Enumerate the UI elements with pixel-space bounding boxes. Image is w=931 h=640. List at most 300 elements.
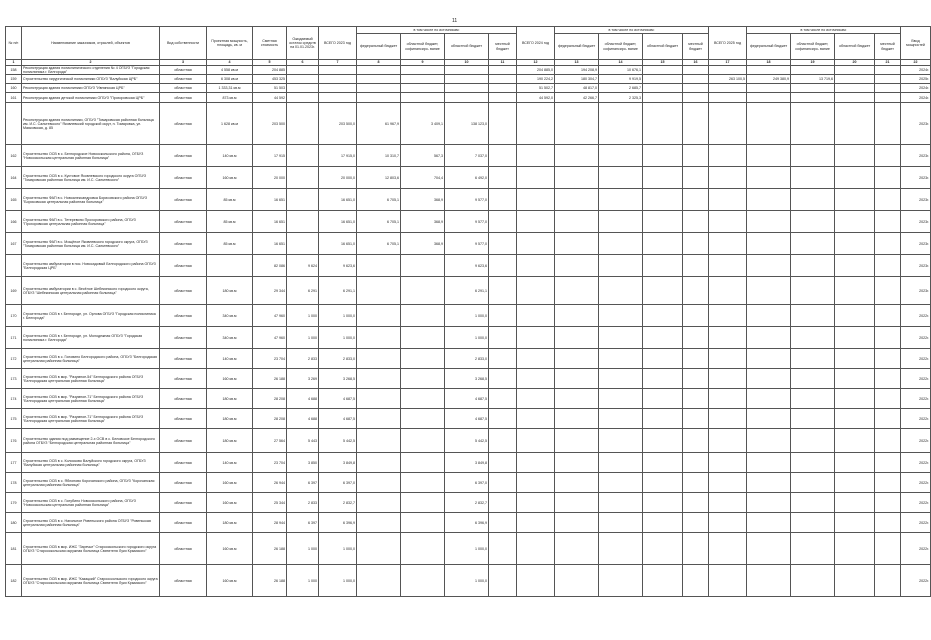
estimate-cell: 26 944 (253, 473, 287, 493)
ownership-cell: областная (160, 429, 207, 453)
capacity-cell: 180 кв.м (207, 513, 253, 533)
regional-2024-cell (643, 75, 683, 84)
header-including-2023: в том числе по источникам: (357, 27, 517, 34)
commission-year-cell: 2022г. (901, 453, 931, 473)
regional-2025-cell (835, 533, 875, 565)
regional-cofin-2024-cell (599, 389, 643, 409)
regional-2025-cell (835, 513, 875, 533)
total-2023-cell: 20 000,0 (319, 167, 357, 189)
federal-2024-cell (555, 349, 599, 369)
federal-2025-cell (747, 305, 791, 327)
total-2023-cell: 2 833,0 (319, 349, 357, 369)
object-name-cell: Строительство ОСВ в мкр. ИЖС "Казацкий" Старооскольского городского округа ОГБУЗ "Старооскольская окружная больница Святителя Луки Крымского" (22, 565, 160, 597)
federal-2025-cell (747, 255, 791, 277)
regional-2024-cell (643, 473, 683, 493)
federal-2025-cell (747, 513, 791, 533)
federal-2023-cell: 12 803,6 (357, 167, 401, 189)
federal-2023-cell (357, 305, 401, 327)
regional-cofin-2023-cell (401, 75, 445, 84)
regional-cofin-2024-cell (599, 349, 643, 369)
remaining-cell (287, 103, 319, 145)
total-2023-cell: 9 623,6 (319, 255, 357, 277)
local-2023-cell (489, 93, 517, 103)
ownership-cell: областная (160, 84, 207, 93)
total-2024-cell: 204 885,0 (517, 66, 555, 75)
total-2024-cell (517, 513, 555, 533)
total-2024-cell: 44 592,0 (517, 93, 555, 103)
regional-2023-cell: 1 000,0 (445, 327, 489, 349)
commission-year-cell: 2023г. (901, 255, 931, 277)
regional-cofin-2024-cell (599, 533, 643, 565)
object-name-cell: Строительство ОСВ в мкр. "Разумное-54" Белгородского района ОГБУЗ "Белгородская центральная районная больница" (22, 369, 160, 389)
table-row (6, 277, 931, 305)
estimate-cell: 28 944 (253, 513, 287, 533)
table-body (6, 66, 931, 597)
estimate-cell: 29 344 (253, 277, 287, 305)
total-2025-cell (709, 565, 747, 597)
regional-2024-cell (643, 369, 683, 389)
federal-2025-cell (747, 429, 791, 453)
federal-2025-cell (747, 493, 791, 513)
table-row (6, 473, 931, 493)
regional-2023-cell: 2 832,7 (445, 493, 489, 513)
commission-year-cell: 2022г. (901, 305, 931, 327)
remaining-cell: 2 833 (287, 349, 319, 369)
capacity-cell: 140 кв.м (207, 453, 253, 473)
federal-2025-cell (747, 473, 791, 493)
regional-cofin-2023-cell (401, 565, 445, 597)
regional-2024-cell (643, 189, 683, 211)
regional-cofin-2025-cell (791, 66, 835, 75)
regional-2024-cell (643, 103, 683, 145)
local-2024-cell (683, 277, 709, 305)
local-2025-cell (875, 349, 901, 369)
regional-cofin-2025-cell (791, 233, 835, 255)
commission-year-cell: 2023г. (901, 233, 931, 255)
local-2024-cell (683, 429, 709, 453)
header-federal-2025: федеральный бюджет (747, 34, 791, 60)
table-row (6, 84, 931, 93)
remaining-cell (287, 145, 319, 167)
federal-2023-cell (357, 429, 401, 453)
remaining-cell: 6 397 (287, 513, 319, 533)
capacity-cell: 140 кв.м (207, 349, 253, 369)
row-number-cell: 182 (6, 565, 22, 597)
regional-2025-cell (835, 369, 875, 389)
regional-2023-cell: 6 291,1 (445, 277, 489, 305)
remaining-cell: 3 850 (287, 453, 319, 473)
header-name: Наименование заказчиков, отраслей, объектов (22, 27, 160, 60)
regional-cofin-2024-cell (599, 167, 643, 189)
table-row (6, 369, 931, 389)
commission-year-cell: 2024г. (901, 84, 931, 93)
estimate-cell: 23 704 (253, 453, 287, 473)
capacity-cell: 180 кв.м (207, 429, 253, 453)
local-2023-cell (489, 145, 517, 167)
federal-2025-cell (747, 189, 791, 211)
regional-2023-cell (445, 93, 489, 103)
local-2025-cell (875, 66, 901, 75)
remaining-cell: 2 833 (287, 493, 319, 513)
page-number: 11 (452, 18, 458, 24)
federal-2023-cell (357, 473, 401, 493)
table-row (6, 533, 931, 565)
federal-2024-cell (555, 103, 599, 145)
federal-2025-cell (747, 369, 791, 389)
column-index-cell: 12 (517, 60, 555, 66)
regional-2023-cell: 2 833,0 (445, 349, 489, 369)
capacity-cell: 85 кв.м (207, 233, 253, 255)
commission-year-cell: 2022г. (901, 429, 931, 453)
local-2024-cell (683, 75, 709, 84)
table-row (6, 93, 931, 103)
column-index-cell: 20 (835, 60, 875, 66)
ownership-cell: областная (160, 66, 207, 75)
total-2024-cell (517, 277, 555, 305)
local-2023-cell (489, 211, 517, 233)
regional-2025-cell (835, 66, 875, 75)
capacity-cell: 160 кв.м (207, 493, 253, 513)
estimate-cell: 453 325 (253, 75, 287, 84)
table-row (6, 233, 931, 255)
ownership-cell: областная (160, 103, 207, 145)
regional-2023-cell: 1 000,0 (445, 533, 489, 565)
local-2023-cell (489, 473, 517, 493)
federal-2025-cell (747, 167, 791, 189)
capacity-cell: 140 кв.м (207, 145, 253, 167)
total-2023-cell: 6 291,1 (319, 277, 357, 305)
federal-2024-cell (555, 409, 599, 429)
remaining-cell: 5 443 (287, 429, 319, 453)
regional-2023-cell: 3 268,5 (445, 369, 489, 389)
total-2024-cell (517, 493, 555, 513)
regional-cofin-2025-cell (791, 533, 835, 565)
federal-2025-cell (747, 233, 791, 255)
table-row (6, 211, 931, 233)
local-2025-cell (875, 565, 901, 597)
regional-2025-cell (835, 167, 875, 189)
federal-2023-cell (357, 277, 401, 305)
regional-2025-cell (835, 453, 875, 473)
local-2025-cell (875, 409, 901, 429)
federal-2025-cell (747, 349, 791, 369)
regional-2024-cell (643, 233, 683, 255)
federal-2024-cell (555, 167, 599, 189)
row-number-cell: 172 (6, 349, 22, 369)
row-number-cell: 165 (6, 189, 22, 211)
object-name-cell: Строительство ФАП в с. Мощёное Яковлевского городского округа, ОГБУЗ "Томаровская районная больница им. И.С. Сальтевского" (22, 233, 160, 255)
local-2025-cell (875, 277, 901, 305)
regional-2023-cell: 7 037,0 (445, 145, 489, 167)
row-number-cell: 175 (6, 409, 22, 429)
local-2024-cell (683, 103, 709, 145)
ownership-cell: областная (160, 167, 207, 189)
row-number-cell: 176 (6, 429, 22, 453)
regional-cofin-2024-cell (599, 473, 643, 493)
regional-cofin-2023-cell (401, 473, 445, 493)
row-number-cell: 167 (6, 233, 22, 255)
header-federal-2023: федеральный бюджет (357, 34, 401, 60)
federal-2024-cell (555, 211, 599, 233)
local-2023-cell (489, 493, 517, 513)
regional-cofin-2025-cell: 13 719,6 (791, 75, 835, 84)
regional-cofin-2024-cell: 2 685,7 (599, 84, 643, 93)
local-2024-cell (683, 389, 709, 409)
total-2025-cell (709, 409, 747, 429)
estimate-cell: 26 188 (253, 533, 287, 565)
total-2023-cell: 1 000,0 (319, 327, 357, 349)
local-2025-cell (875, 233, 901, 255)
regional-2024-cell (643, 327, 683, 349)
commission-year-cell: 2022г. (901, 409, 931, 429)
regional-2025-cell (835, 75, 875, 84)
regional-2025-cell (835, 409, 875, 429)
local-2025-cell (875, 189, 901, 211)
federal-2023-cell (357, 533, 401, 565)
column-index-cell: 13 (555, 60, 599, 66)
total-2024-cell (517, 409, 555, 429)
federal-2024-cell (555, 189, 599, 211)
regional-cofin-2025-cell (791, 429, 835, 453)
remaining-cell: 1 000 (287, 533, 319, 565)
ownership-cell: областная (160, 369, 207, 389)
row-number-cell: 169 (6, 277, 22, 305)
regional-cofin-2025-cell (791, 409, 835, 429)
table-row (6, 493, 931, 513)
regional-2025-cell (835, 93, 875, 103)
regional-cofin-2023-cell: 704,4 (401, 167, 445, 189)
object-name-cell: Строительство ОСВ в с. Голубино Новооскольского района, ОГБУЗ "Новооскольская центральная районная больница" (22, 493, 160, 513)
regional-2025-cell (835, 473, 875, 493)
table-row (6, 389, 931, 409)
total-2025-cell (709, 277, 747, 305)
local-2023-cell (489, 75, 517, 84)
federal-2023-cell: 6 705,1 (357, 211, 401, 233)
local-2023-cell (489, 233, 517, 255)
capacity-cell: 180 кв.м (207, 409, 253, 429)
local-2024-cell (683, 533, 709, 565)
table-row (6, 349, 931, 369)
federal-2024-cell (555, 453, 599, 473)
column-index-cell: 2 (22, 60, 160, 66)
ownership-cell: областная (160, 565, 207, 597)
local-2025-cell (875, 75, 901, 84)
estimate-cell: 47 960 (253, 305, 287, 327)
table-row (6, 255, 931, 277)
table-row (6, 103, 931, 145)
local-2024-cell (683, 493, 709, 513)
total-2024-cell (517, 167, 555, 189)
object-name-cell: Строительство ОСВ в г. Белгороде, ул. Молодежная ОГБУЗ "Городская поликлиника г. Белгорода" (22, 327, 160, 349)
total-2024-cell (517, 255, 555, 277)
local-2025-cell (875, 513, 901, 533)
regional-cofin-2023-cell: 368,9 (401, 233, 445, 255)
remaining-cell: 4 688 (287, 389, 319, 409)
column-index-cell: 11 (489, 60, 517, 66)
regional-2023-cell: 4 687,5 (445, 409, 489, 429)
total-2024-cell: 190 224,2 (517, 75, 555, 84)
ownership-cell: областная (160, 189, 207, 211)
regional-cofin-2025-cell (791, 327, 835, 349)
commission-year-cell: 2022г. (901, 327, 931, 349)
remaining-cell: 1 000 (287, 305, 319, 327)
object-name-cell: Строительство хирургической поликлиники ОГБУЗ "Валуйская ЦРБ" (22, 75, 160, 84)
local-2023-cell (489, 66, 517, 75)
regional-cofin-2023-cell (401, 349, 445, 369)
regional-2025-cell (835, 103, 875, 145)
regional-cofin-2024-cell (599, 145, 643, 167)
header-total-2023: ВСЕГО 2023 год (319, 27, 357, 60)
capacity-cell: 4 558 кв.м (207, 66, 253, 75)
object-name-cell: Строительство ОСВ в с. Головино Белгородского района, ОГБУЗ "Белгородская центральная районная больница" (22, 349, 160, 369)
regional-2024-cell (643, 565, 683, 597)
investment-table (5, 26, 931, 597)
table-row (6, 513, 931, 533)
table-row (6, 565, 931, 597)
federal-2025-cell (747, 277, 791, 305)
federal-2025-cell (747, 93, 791, 103)
header-local-2023: местный бюджет (489, 34, 517, 60)
total-2025-cell (709, 84, 747, 93)
header-regional-cofin-2023: областной бюджет, софинансиро- вание (401, 34, 445, 60)
federal-2025-cell (747, 533, 791, 565)
local-2025-cell (875, 327, 901, 349)
regional-cofin-2024-cell (599, 409, 643, 429)
row-number-cell: 174 (6, 389, 22, 409)
total-2024-cell (517, 369, 555, 389)
local-2024-cell (683, 84, 709, 93)
total-2025-cell (709, 66, 747, 75)
total-2025-cell (709, 327, 747, 349)
regional-2024-cell (643, 389, 683, 409)
federal-2024-cell (555, 513, 599, 533)
ownership-cell: областная (160, 389, 207, 409)
regional-cofin-2023-cell (401, 429, 445, 453)
header-including-2025: в том числе по источникам: (747, 27, 901, 34)
regional-cofin-2023-cell (401, 93, 445, 103)
ownership-cell: областная (160, 277, 207, 305)
regional-cofin-2024-cell (599, 453, 643, 473)
column-index-cell: 19 (791, 60, 835, 66)
local-2024-cell (683, 369, 709, 389)
regional-2023-cell: 5 442,5 (445, 429, 489, 453)
capacity-cell (207, 255, 253, 277)
header-regional-2023: областной бюджет (445, 34, 489, 60)
local-2025-cell (875, 533, 901, 565)
row-number-cell: 179 (6, 493, 22, 513)
estimate-cell: 25 344 (253, 493, 287, 513)
regional-cofin-2023-cell (401, 66, 445, 75)
table-row (6, 327, 931, 349)
commission-year-cell: 2022г. (901, 389, 931, 409)
remaining-cell: 1 000 (287, 565, 319, 597)
regional-2025-cell (835, 565, 875, 597)
federal-2024-cell (555, 255, 599, 277)
regional-cofin-2023-cell (401, 453, 445, 473)
header-local-2025: местный бюджет (875, 34, 901, 60)
estimate-cell: 28 208 (253, 409, 287, 429)
object-name-cell: Строительство здания под размещение 2-х ОСВ в с. Беловское Белгородского района ОГБУЗ "Белгородская центральная районная больница" (22, 429, 160, 453)
regional-2023-cell (445, 66, 489, 75)
local-2023-cell (489, 409, 517, 429)
header-regional-cofin-2025: областной бюджет, софинансиро- вание (791, 34, 835, 60)
federal-2025-cell (747, 145, 791, 167)
regional-cofin-2024-cell (599, 255, 643, 277)
regional-cofin-2024-cell (599, 369, 643, 389)
regional-2025-cell (835, 305, 875, 327)
local-2025-cell (875, 167, 901, 189)
column-index-cell: 18 (747, 60, 791, 66)
remaining-cell: 3 269 (287, 369, 319, 389)
local-2023-cell (489, 513, 517, 533)
row-number-cell: 160 (6, 84, 22, 93)
header-commission: Ввод мощностей (901, 27, 931, 60)
table-row (6, 66, 931, 75)
column-index-cell: 4 (207, 60, 253, 66)
regional-cofin-2025-cell (791, 513, 835, 533)
object-name-cell: Строительство ОСВ в с. Кустовое Яковлевского городского округа ОГБУЗ "Томаровская районная больница им. И.С. Сальтевского" (22, 167, 160, 189)
row-number-cell: 166 (6, 211, 22, 233)
regional-cofin-2025-cell (791, 255, 835, 277)
regional-2023-cell: 6 396,9 (445, 513, 489, 533)
ownership-cell: областная (160, 409, 207, 429)
regional-2024-cell (643, 84, 683, 93)
federal-2025-cell (747, 409, 791, 429)
column-index-cell: 5 (253, 60, 287, 66)
regional-cofin-2024-cell (599, 277, 643, 305)
header-ownership: Вид собственности (160, 27, 207, 60)
commission-year-cell: 2024г. (901, 66, 931, 75)
regional-cofin-2023-cell (401, 305, 445, 327)
federal-2023-cell (357, 513, 401, 533)
local-2024-cell (683, 327, 709, 349)
federal-2025-cell: 249 380,9 (747, 75, 791, 84)
column-index-cell: 22 (901, 60, 931, 66)
regional-2024-cell (643, 453, 683, 473)
ownership-cell: областная (160, 533, 207, 565)
remaining-cell (287, 93, 319, 103)
object-name-cell: Реконструкция здания поликлиники, ОГБУЗ "Томаровская районная больница им. И.С. Сальтевского" Яковлевский городской округ, п. Томаровка, ул. Маяковская, д. 85 (22, 103, 160, 145)
total-2023-cell: 5 442,5 (319, 429, 357, 453)
total-2023-cell: 1 000,0 (319, 533, 357, 565)
regional-cofin-2024-cell (599, 327, 643, 349)
total-2023-cell: 3 849,8 (319, 453, 357, 473)
local-2023-cell (489, 327, 517, 349)
remaining-cell: 9 624 (287, 255, 319, 277)
estimate-cell: 16 651 (253, 233, 287, 255)
regional-cofin-2025-cell (791, 305, 835, 327)
local-2025-cell (875, 305, 901, 327)
total-2025-cell (709, 369, 747, 389)
regional-cofin-2024-cell (599, 513, 643, 533)
commission-year-cell: 2022г. (901, 513, 931, 533)
header-no: № п/п (6, 27, 22, 60)
capacity-cell: 160 кв.м (207, 565, 253, 597)
column-index-cell: 14 (599, 60, 643, 66)
total-2024-cell (517, 305, 555, 327)
remaining-cell (287, 233, 319, 255)
table-row (6, 145, 931, 167)
row-number-cell: 180 (6, 513, 22, 533)
row-number-cell: 170 (6, 305, 22, 327)
total-2023-cell: 6 396,9 (319, 513, 357, 533)
regional-cofin-2024-cell: 9 919,5 (599, 75, 643, 84)
column-index-cell: 16 (683, 60, 709, 66)
regional-2023-cell: 9 623,6 (445, 255, 489, 277)
regional-cofin-2024-cell (599, 211, 643, 233)
total-2025-cell (709, 349, 747, 369)
total-2025-cell (709, 211, 747, 233)
